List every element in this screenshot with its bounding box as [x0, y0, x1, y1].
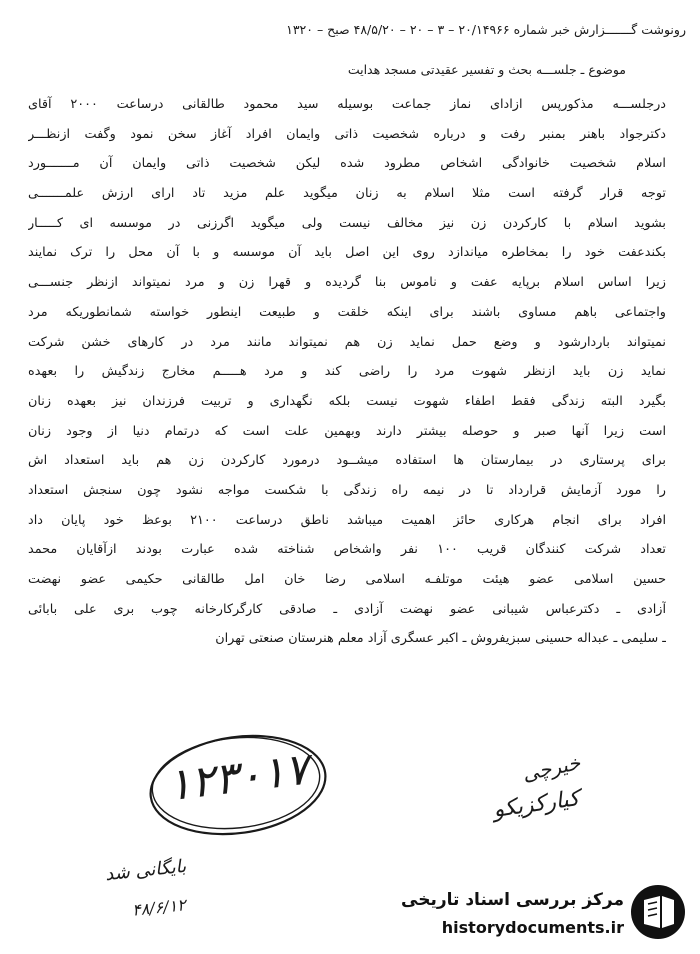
- watermark-name: مرکز بررسی اسناد تاریخی: [401, 890, 624, 910]
- watermark-site: historydocuments.ir: [441, 918, 624, 937]
- body-line: آزادی ـ دکترعباس شیبانی عضو نهضت آزادی ـ صادقی کارگرکارخانه چوب بری علی بابائی: [28, 601, 666, 617]
- body-line: بکندعفت خود را بمخاطره میاندازد روی این اصل باید آن موسسه و با آن محل را ترک نمایند: [28, 245, 666, 261]
- body-line: اسلام شخصیت خانوادگی اشخاص مطرود شده لیکن شخصیت ذاتی وایمان آن مـــــــورد: [28, 156, 666, 172]
- body-line: حسین اسلامی عضو هیئت موتلفـه اسلامی رضا خان امل طالقانی حکیمی عضو نهضت: [28, 572, 666, 587]
- body-line: تعداد شرکت کنندگان قریب ۱۰۰ نفر واشخاص شناخته شده عبارت بودند ازآقایان محمد: [28, 542, 666, 558]
- body-line: دکترجواد باهنر بمنبر رفت و درباره شخصیت ذاتی وایمان افراد آغاز سخن نمود وگفت ازنظـــر: [28, 126, 666, 142]
- report-header: رونوشت گـــــــزارش خبر شماره ۲۰/۱۴۹۶۶ – ۳ – ۲۰ – ۴۸/۵/۲۰ صبح – ۱۳۲۰: [286, 22, 686, 37]
- signature-line-1: خیرچی: [519, 750, 582, 786]
- body-line: واجتماعی باهم مساوی باشند برای اینکه خلقت و طبیعت اینطور خواسته شمانطوریکه مرد: [28, 304, 666, 320]
- body-line: را مورد آزمایش قرارداد تا در نیمه راه زندگی با شکست مواجه نشود چون سنجش استعداد: [28, 482, 666, 498]
- body-line: نماید زن باید ازنظر شهوت مرد را راضی کند و مرد هـــــم مخارج زندگیش را بعهده: [28, 364, 666, 380]
- archive-note-word: بایگانی شد: [103, 855, 187, 886]
- body-line: ـ سلیمی ـ عبداله حسینی سبزیفروش ـ اکبر عسگری آزاد معلم هنرستان صنعتی تهران: [215, 631, 666, 647]
- archive-note: [96, 855, 187, 940]
- archive-note-date: ۴۸/۶/۱۲: [131, 895, 187, 920]
- archive-logo-icon: [630, 884, 686, 940]
- circled-archive-number: [140, 728, 336, 840]
- body-line: افراد برای انجام هرکاری حائز اهمیت میباشد ناطق درساعت ۲۱۰۰ بوعظ خود پایان داد: [28, 512, 666, 528]
- body-line: بشوید اسلام با کارکردن زن نیز مخالف نیست ولی میگوید اگرزنی در موسسه ای کـــــار: [28, 215, 666, 231]
- report-body: [28, 90, 666, 654]
- body-line: برای پرستاری در بیمارستان ها استفاده میشــود درمورد کارکردن زن هم باید استعداد اش: [28, 453, 666, 469]
- signature: [460, 752, 610, 842]
- signature-line-2: کیارکزیکو: [491, 786, 582, 823]
- body-line: درجلســـه مذکورپس ازادای نماز جماعت بوسیله سید محمود طالقانی درساعت ۲۰۰۰ آقای: [28, 97, 666, 112]
- watermark: [394, 880, 690, 944]
- body-line: توجه قرار گرفته است مثلا اسلام به زنان میگوید علم مزید تاد ارای ارزش علمـــــــی: [28, 186, 666, 202]
- body-line: زیرا اساس اسلام برپایه عفت و ناموس بنا گردیده و قهرا زن و مرد نمیتواند ازنظر جنســـی: [28, 275, 666, 291]
- body-line: است زیرا آنها صبر و حوصله بیشتر دارند وبهمین علت است که درتمام دنیا از وجود زنان: [28, 423, 666, 439]
- archive-number: ۱۲۳۰۱۷: [164, 743, 312, 812]
- body-line: بگیرد البته زندگی فقط اطفاء شهوت نیست بلکه نگهداری و تربیت فرزندان نیز بعهده زنان: [28, 393, 666, 409]
- report-subject: موضوع ـ جلســـه بحث و تفسیر عقیدتی مسجد هدایت: [347, 62, 626, 77]
- body-line: نمیتواند باردارشود و وضع حمل نماید زن هم نمیتواند مانند مرد در کارهای خشن شرکت: [28, 334, 666, 350]
